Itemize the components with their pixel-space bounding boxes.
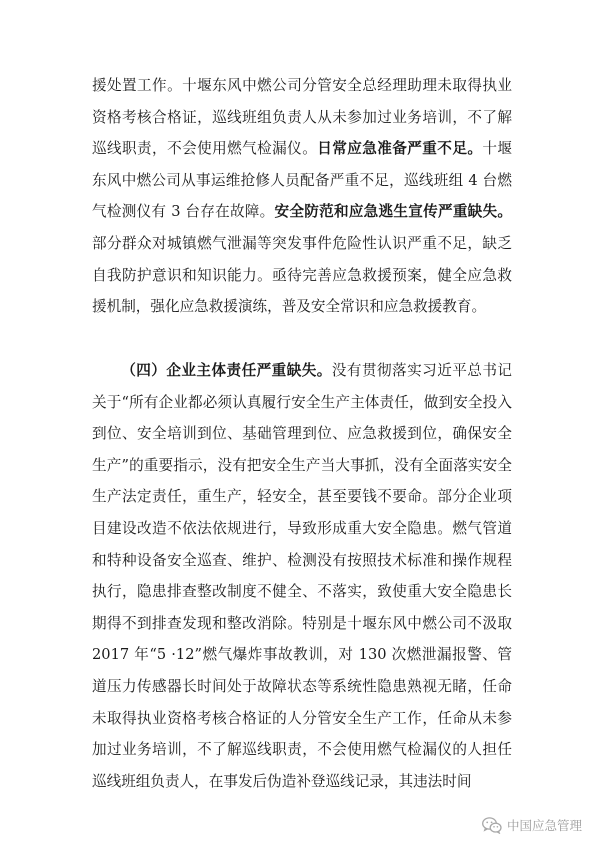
text-run: 十堰东风中燃公司从事运维抢修人员配备严重不足，巡线班组 4 台燃气检测仪有 3 台存在故障。 bbox=[92, 140, 512, 221]
paragraph-corporate-responsibility bbox=[92, 355, 512, 797]
bold-heading-daily-preparedness: 日常应急准备严重不足。 bbox=[317, 140, 483, 158]
text-run: 部分群众对城镇燃气泄漏等突发事件危险性认识严重不足，缺乏自我防护意识和知识能力。亟待完善应急救援预案，健全应急救援机制，强化应急救援演练，普及安全常识和应急救援教育。 bbox=[92, 234, 512, 316]
section-heading-four: （四）企业主体责任严重缺失。 bbox=[121, 362, 332, 379]
watermark bbox=[482, 816, 582, 834]
paragraph-emergency-preparedness bbox=[92, 70, 512, 323]
text-run: 没有贯彻落实习近平总书记关于“所有企业都必须认真履行安全生产主体责任，做到安全投入到位、安全培训到位、基础管理到位、应急救援到位，确保安全生产”的重要指示，没有把安全生产当大事抓，没有全面落实安全生产法定责任，重生产，轻安全，甚至要钱不要命。部分企业项目建设改造不依法依规进行，导致形成重大安全隐患。燃气管道和特种设备安全巡查、维护、检测没有按照技术标准和操作规程执行，隐患排查整改制度不健全、不落实，致使重大安全隐患长期得不到排查发现和整改消除。特别是十堰东风中燃公司不汲取 2017 年“5 ·12”燃气爆炸事故教训，对 130 次燃泄漏报警、管道压力传感器长时间处于故障状态等系统性隐患熟视无睹，任命未取得执业资格考核合格证的人分管安全生产工作，任命从未参加过业务培训，不了解巡线职责，不会使用燃气检漏仪的人担任巡线班组负责人，在事发后伪造补登巡线记录，其违法时间 bbox=[92, 362, 512, 790]
bold-heading-safety-publicity: 安全防范和应急逃生宣传严重缺失。 bbox=[274, 203, 512, 221]
wechat-icon bbox=[482, 817, 502, 834]
text-run: 援处置工作。十堰东风中燃公司分管安全总经理助理未取得执业资格考核合格证，巡线班组负责人从未参加过业务培训，不了解巡线职责，不会使用燃气检漏仪。 bbox=[92, 77, 512, 158]
watermark-label: 中国应急管理 bbox=[506, 818, 582, 833]
